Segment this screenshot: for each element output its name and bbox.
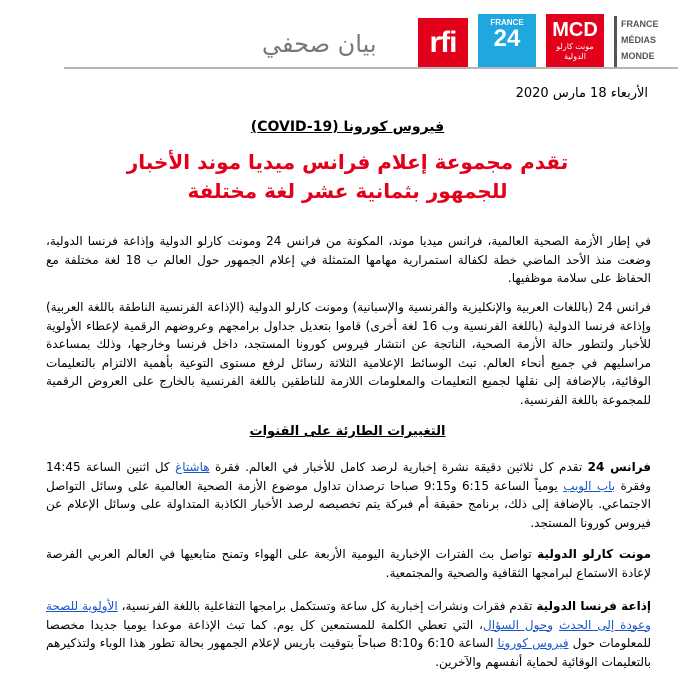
fmm-line-1: FRANCE (621, 19, 659, 29)
paragraph-intro: في إطار الأزمة الصحية العالمية، فرانس ميديا موند، المكونة من فرانس 24 ومونت كارلو الدولية وإذاعة فرنسا الدولية، وضعت منذ الأحد الماضي خطة لكفالة استمرارية مهامها المتمثلة في إعلام الجمهور حول العالم ب 18 لغة مختلفة مع الحفاظ على سلامة موظفيها. (46, 234, 651, 285)
p3-text-1: تقدم كل ثلاثين دقيقة نشرة إخبارية لرصد كامل للأخبار في العالم. فقرة (209, 460, 588, 474)
bab-al-web-link[interactable]: باب الويب (563, 478, 616, 493)
mcd-logo-sub: مونت كارلو الدولية (556, 42, 594, 61)
topic-heading: فيروس كورونا (COVID-19) (250, 119, 445, 135)
rfi-name: إذاعة فرنسا الدولية (536, 599, 652, 613)
p4-text-1: تواصل بث الفترات الإخبارية اليومية الأربعة على الهواء وتمنح متابعيها في العالم العربي الفرصة لإعادة الاستماع لبرامجها الثقافية والصحية والمجتمعية. (46, 547, 651, 580)
france-medias-monde-logo (614, 16, 681, 68)
paragraph-channels: فرانس 24 (باللغات العربية والإنكليزية والفرنسية والإسبانية) ومونت كارلو الدولية (الإذاعة الفرنسية الناطقة باللغة العربية) وإذاعة فرنسا الدولية (باللغة الفرنسية وب 16 لغة أخرى) قاموا بتعديل جداول برامجهم وعروضهم الرقمية لإعطاء الأولوية للأخبار ولتطور حالة الأزمة الصحية، الناتجة عن انتشار فيروس كورونا المستجد، داخل فرنسا وخارجها، وذلك بمساعدة مراسليهم في جميع أنحاء العالم. تبث الوسائط الإعلامية الثلاثة رسائل لرفع مستوى التوعية بأهمية الالتزام بالتعليمات الوقائية، بالإضافة إلى نقلها لجميع التعليمات والمعلومات اللازمة للناطقين باللغة الفرنسية بالخارج على العروض الرقمية للمجموعة باللغة الفرنسية. (46, 300, 651, 407)
mcd-logo (546, 14, 604, 68)
france24-logo (478, 14, 536, 68)
p5-text-5: الساعة 6:10 و8:10 صباحاً بتوقيت باريس لإعلام الجمهور بحالة تطور هذا الوباء ولتذكيرهم بالتعليمات الوقائية لحماية أنفسهم والآخرين. (46, 636, 651, 669)
paragraph-rfi (46, 597, 651, 671)
paragraph-mcd (46, 545, 651, 582)
press-release-title: بيان صحفي (262, 30, 377, 58)
rfi-logo: rfi (418, 18, 468, 68)
back-to-event-link[interactable]: وعودة إلى الحدث (558, 617, 651, 632)
header-divider (64, 67, 678, 69)
health-priority-link[interactable]: الأولوية للصحة (46, 599, 118, 613)
france24-logo-number: 24 (493, 25, 521, 52)
france24-name: فرانس 24 (587, 460, 651, 474)
p5-text-4: ، التي تعطي الكلمة للمستمعين كل يوم. كما تبث الإذاعة موعدا يوميا جديدا مخصصا للمعلومات حول (46, 617, 652, 650)
coronavirus-link[interactable]: فيروس كورونا (497, 636, 569, 650)
section-subheading: التغييرات الطارئة على القنوات (249, 424, 446, 439)
p5-text-1: تقدم فقرات ونشرات إخبارية كل ساعة وتستكمل برامجها التفاعلية باللغة الفرنسية، (117, 599, 537, 613)
france24-logo-top: FRANCE (490, 18, 524, 27)
p3-text-2: كل اثنين الساعة 14:45 وفقرة (46, 460, 651, 493)
about-question-link[interactable]: وحول السؤال (483, 617, 554, 632)
hashtag-link[interactable]: هاشتاغ (175, 460, 210, 474)
p3-text-3: يومياً الساعة 6:15 و9:15 صباحا ترصدان تداول موضوع الأزمة الصحية العالمية على وسائل التواصل الاجتماعي. بالإضافة إلى ذلك، برنامج حقيقة أم فبركة يتم تخصيصه لرصد الأخبار الكاذبة المتداولة على وسائل الإعلام عن فيروس كورونا المستجد. (46, 478, 651, 530)
mcd-logo-main: MCD (552, 19, 598, 41)
fmm-line-2: MÉDIAS (621, 35, 657, 45)
fmm-line-3: MONDE (621, 51, 655, 61)
mcd-name: مونت كارلو الدولية (537, 547, 651, 561)
paragraph-france24 (46, 458, 651, 532)
release-date: الأربعاء 18 مارس 2020 (515, 86, 648, 101)
headline: تقدم مجموعة إعلام فرانس ميديا موند الأخبار للجمهور بثمانية عشر لغة مختلفة (126, 150, 569, 203)
